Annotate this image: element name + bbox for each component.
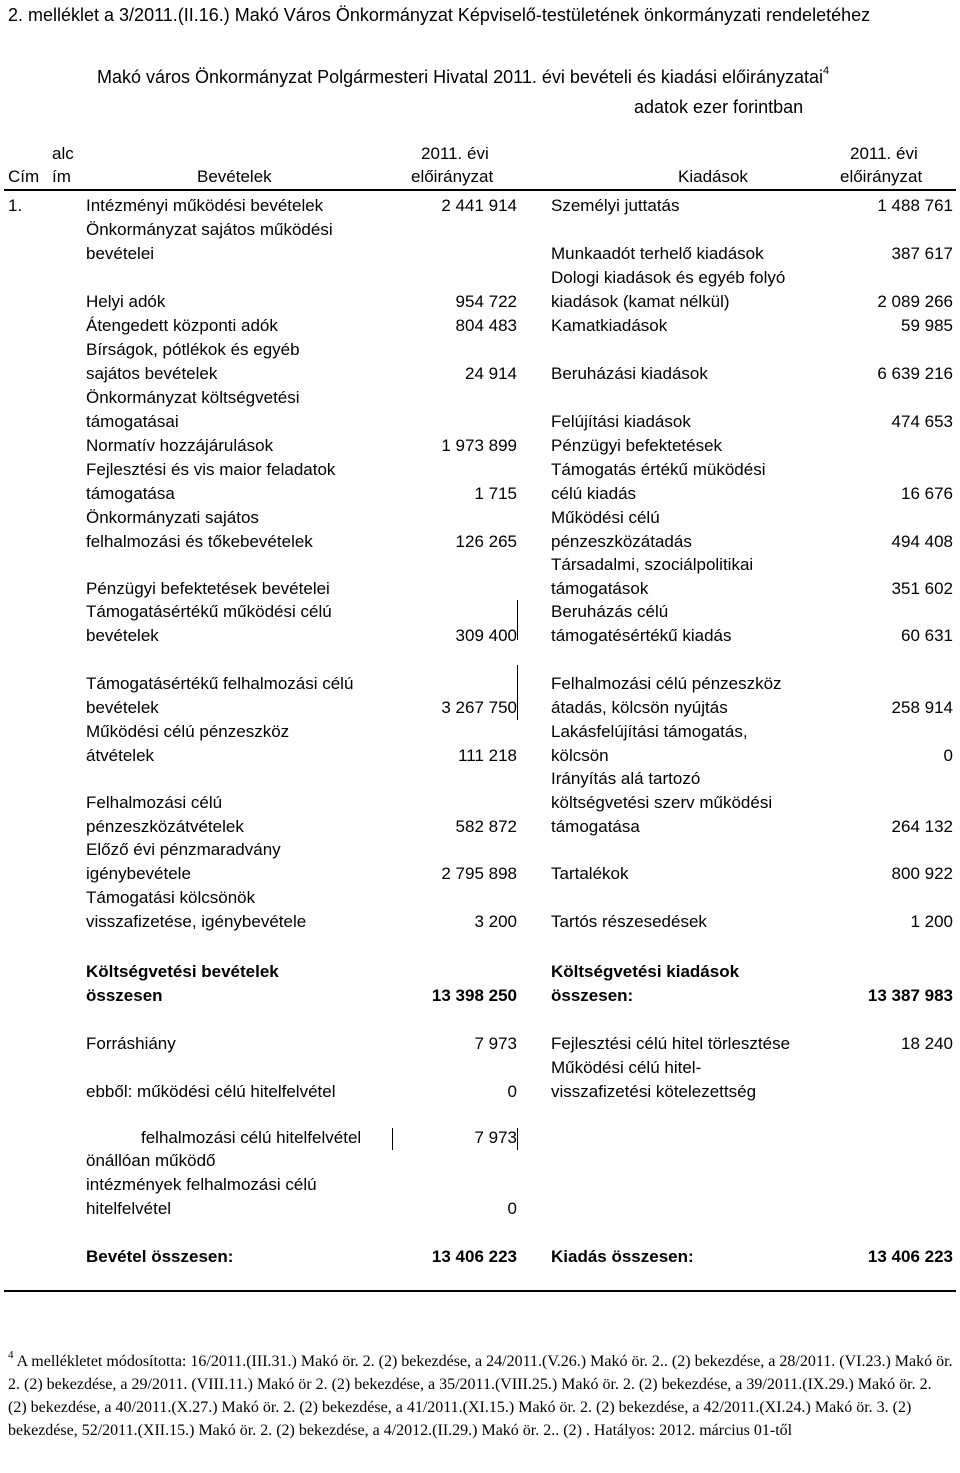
expense-amount: 18 240 bbox=[901, 1034, 953, 1053]
income-label: Önkormányzati sajátos bbox=[86, 508, 259, 527]
expense-label: Kamatkiadások bbox=[551, 316, 668, 335]
expense-label: Működési célú hitel- bbox=[551, 1058, 702, 1077]
income-label: támogatásai bbox=[86, 412, 179, 431]
expense-label: Tartalékok bbox=[551, 864, 629, 883]
expense-amount: 13 387 983 bbox=[867, 986, 953, 1005]
income-label: bevételei bbox=[86, 244, 155, 263]
income-amount: 13 398 250 bbox=[431, 986, 517, 1005]
income-amount: 111 218 bbox=[458, 746, 517, 765]
col-left-ei-bottom: előirányzat bbox=[411, 167, 494, 186]
col-bevetelek: Bevételek bbox=[197, 167, 272, 186]
income-label: Helyi adók bbox=[86, 292, 166, 311]
income-label: támogatása bbox=[86, 484, 175, 503]
income-label: Átengedett központi adók bbox=[86, 316, 278, 335]
income-amount: 126 265 bbox=[455, 532, 517, 551]
expense-label: Lakásfelújítási támogatás, bbox=[551, 722, 748, 741]
income-label: felhalmozási célú hitelfelvétel bbox=[141, 1128, 362, 1147]
row-number: 1. bbox=[8, 196, 23, 215]
income-label: ebből: működési célú hitelfelvétel bbox=[86, 1082, 336, 1101]
expense-amount: 1 200 bbox=[910, 912, 953, 931]
income-label: Fejlesztési és vis maior feladatok bbox=[86, 460, 336, 479]
column-divider bbox=[517, 1128, 518, 1150]
expense-amount: 2 089 266 bbox=[877, 292, 953, 311]
expense-label: Személyi juttatás bbox=[551, 196, 680, 215]
income-label: Bírságok, pótlékok és egyéb bbox=[86, 340, 300, 359]
page-heading: 2. melléklet a 3/2011.(II.16.) Makó Város Önkormányzat Képviselő-testületének önkormányzati rendeletéhez bbox=[8, 5, 871, 25]
income-label: Támogatásértékű felhalmozási célú bbox=[86, 674, 354, 693]
income-amount: 3 200 bbox=[474, 912, 517, 931]
footer-rule bbox=[4, 1290, 956, 1292]
expense-label: kölcsön bbox=[551, 746, 609, 765]
income-label: Előző évi pénzmaradvány bbox=[86, 840, 281, 859]
expense-amount: 60 631 bbox=[901, 626, 953, 645]
expense-label: célú kiadás bbox=[551, 484, 637, 503]
expense-amount: 351 602 bbox=[891, 579, 953, 598]
income-amount: 804 483 bbox=[455, 316, 517, 335]
expense-label: költségvetési szerv működési bbox=[551, 793, 773, 812]
income-label: Felhalmozási célú bbox=[86, 793, 223, 812]
expense-amount: 800 922 bbox=[891, 864, 953, 883]
expense-label: Felújítási kiadások bbox=[551, 412, 691, 431]
income-label: Forráshiány bbox=[86, 1034, 176, 1053]
income-label: Önkormányzat költségvetési bbox=[86, 388, 300, 407]
income-amount: 2 795 898 bbox=[441, 864, 517, 883]
col-alcim-bottom: ím bbox=[52, 167, 71, 186]
expense-amount: 474 653 bbox=[891, 412, 953, 431]
expense-amount: 13 406 223 bbox=[867, 1247, 953, 1266]
expense-label: Tartós részesedések bbox=[551, 912, 707, 931]
income-label: visszafizetése, igénybevétele bbox=[86, 912, 307, 931]
income-amount: 7 973 bbox=[474, 1034, 517, 1053]
income-label: Költségvetési bevételek bbox=[86, 962, 279, 981]
expense-label: támogatésértékű kiadás bbox=[551, 626, 732, 645]
income-amount: 0 bbox=[507, 1199, 517, 1218]
expense-label: támogatások bbox=[551, 579, 649, 598]
income-label: Önkormányzat sajátos működési bbox=[86, 220, 333, 239]
income-label: Bevétel összesen: bbox=[86, 1247, 234, 1266]
expense-label: Dologi kiadások és egyéb folyó bbox=[551, 268, 786, 287]
income-amount: 1 973 899 bbox=[441, 436, 517, 455]
income-amount: 1 715 bbox=[474, 484, 517, 503]
expense-label: átadás, kölcsön nyújtás bbox=[551, 698, 728, 717]
income-label: összesen bbox=[86, 986, 163, 1005]
footnote-reference: 4 bbox=[823, 65, 830, 77]
expense-amount: 258 914 bbox=[891, 698, 953, 717]
income-amount: 0 bbox=[507, 1082, 517, 1101]
header-rule bbox=[4, 189, 956, 191]
expense-label: Pénzügyi befektetések bbox=[551, 436, 723, 455]
income-label: átvételek bbox=[86, 746, 155, 765]
income-amount: 13 406 223 bbox=[431, 1247, 517, 1266]
income-label: Pénzügyi befektetések bevételei bbox=[86, 579, 330, 598]
col-cim: Cím bbox=[8, 167, 40, 186]
col-alcim-top: alc bbox=[52, 144, 74, 163]
expense-label: Irányítás alá tartozó bbox=[551, 769, 701, 788]
footnote-mark: 4 bbox=[8, 1349, 14, 1361]
unit-note: adatok ezer forintban bbox=[634, 97, 804, 117]
expense-label: Társadalmi, szociálpolitikai bbox=[551, 555, 754, 574]
expense-label: kiadások (kamat nélkül) bbox=[551, 292, 730, 311]
expense-amount: 0 bbox=[943, 746, 953, 765]
document-title bbox=[87, 44, 829, 88]
income-label: Működési célú pénzeszköz bbox=[86, 722, 290, 741]
column-divider bbox=[517, 665, 518, 720]
income-label: Támogatásértékű működési célú bbox=[86, 602, 332, 621]
footnote-text: A mellékletet módosította: 16/2011.(III.31.) Makó ör. 2. (2) bekezdése, a 24/2011.(V.26.) Makó ör. 2.. (2) bekezdése, a 28/2011. (VI.23.) Makó ör. 2. (2) bekezdése, a 29/2011. (VIII.11.) Makó ör 2. (2) bekezdése, a 35/2011.(VIII.25.) Makó ör. 2. (2) bekezdése, a 39/2011.(IX.29.) Makó ör. 2. (2) bekezdése, a 40/2011.(X.27.) Makó ör. 2. (2) bekezdése, a 41/2011.(XI.15.) Makó ör. 2. (2) bekezdése, a 42/2011.(XI.24.) Makó ör. 3. (2) bekezdése, 52/2011.(XII.15.) Makó ör. 2. (2) bekezdése, a 4/2012.(II.29.) Makó ör. 2.. (2) . Hatályos: 2012. március 01-től bbox=[8, 1353, 953, 1439]
expense-label: Támogatás értékű müködési bbox=[551, 460, 766, 479]
expense-label: támogatása bbox=[551, 817, 640, 836]
income-amount: 7 973 bbox=[474, 1128, 517, 1147]
expense-label: Munkaadót terhelő kiadások bbox=[551, 244, 764, 263]
footnote bbox=[8, 1350, 953, 1442]
column-divider bbox=[517, 600, 518, 640]
income-label: önállóan működő bbox=[86, 1151, 216, 1170]
expense-label: Költségvetési kiadások bbox=[551, 962, 740, 981]
column-divider bbox=[392, 1128, 393, 1150]
income-label: sajátos bevételek bbox=[86, 364, 218, 383]
income-amount: 2 441 914 bbox=[441, 196, 517, 215]
income-label: Normatív hozzájárulások bbox=[86, 436, 274, 455]
income-amount: 582 872 bbox=[455, 817, 517, 836]
col-right-ei-top: 2011. évi bbox=[850, 144, 918, 163]
expense-amount: 264 132 bbox=[891, 817, 953, 836]
expense-amount: 59 985 bbox=[901, 316, 953, 335]
expense-label: Fejlesztési célú hitel törlesztése bbox=[551, 1034, 791, 1053]
col-kiadasok: Kiadások bbox=[678, 167, 748, 186]
expense-label: Felhalmozási célú pénzeszköz bbox=[551, 674, 782, 693]
expense-amount: 6 639 216 bbox=[877, 364, 953, 383]
expense-amount: 387 617 bbox=[891, 244, 953, 263]
income-label: pénzeszközátvételek bbox=[86, 817, 244, 836]
income-amount: 309 400 bbox=[455, 626, 517, 645]
expense-amount: 1 488 761 bbox=[877, 196, 953, 215]
expense-label: visszafizetési kötelezettség bbox=[551, 1082, 757, 1101]
expense-label: pénzeszközátadás bbox=[551, 532, 692, 551]
expense-label: összesen: bbox=[551, 986, 634, 1005]
income-label: bevételek bbox=[86, 698, 159, 717]
income-amount: 24 914 bbox=[465, 364, 517, 383]
expense-label: Működési célú bbox=[551, 508, 660, 527]
expense-amount: 494 408 bbox=[891, 532, 953, 551]
expense-label: Kiadás összesen: bbox=[551, 1247, 694, 1266]
document-title-text: Makó város Önkormányzat Polgármesteri Hivatal 2011. évi bevételi és kiadási előirányzatai bbox=[97, 67, 824, 87]
income-label: Intézményi működési bevételek bbox=[86, 196, 324, 215]
expense-label: Beruházás célú bbox=[551, 602, 669, 621]
income-label: Támogatási kölcsönök bbox=[86, 888, 256, 907]
expense-amount: 16 676 bbox=[901, 484, 953, 503]
income-label: felhalmozási és tőkebevételek bbox=[86, 532, 313, 551]
income-label: bevételek bbox=[86, 626, 159, 645]
income-amount: 3 267 750 bbox=[441, 698, 517, 717]
col-right-ei-bottom: előirányzat bbox=[840, 167, 923, 186]
expense-label: Beruházási kiadások bbox=[551, 364, 708, 383]
income-label: igénybevétele bbox=[86, 864, 191, 883]
income-label: intézmények felhalmozási célú bbox=[86, 1175, 317, 1194]
income-label: hitelfelvétel bbox=[86, 1199, 172, 1218]
income-amount: 954 722 bbox=[455, 292, 517, 311]
col-left-ei-top: 2011. évi bbox=[421, 144, 489, 163]
